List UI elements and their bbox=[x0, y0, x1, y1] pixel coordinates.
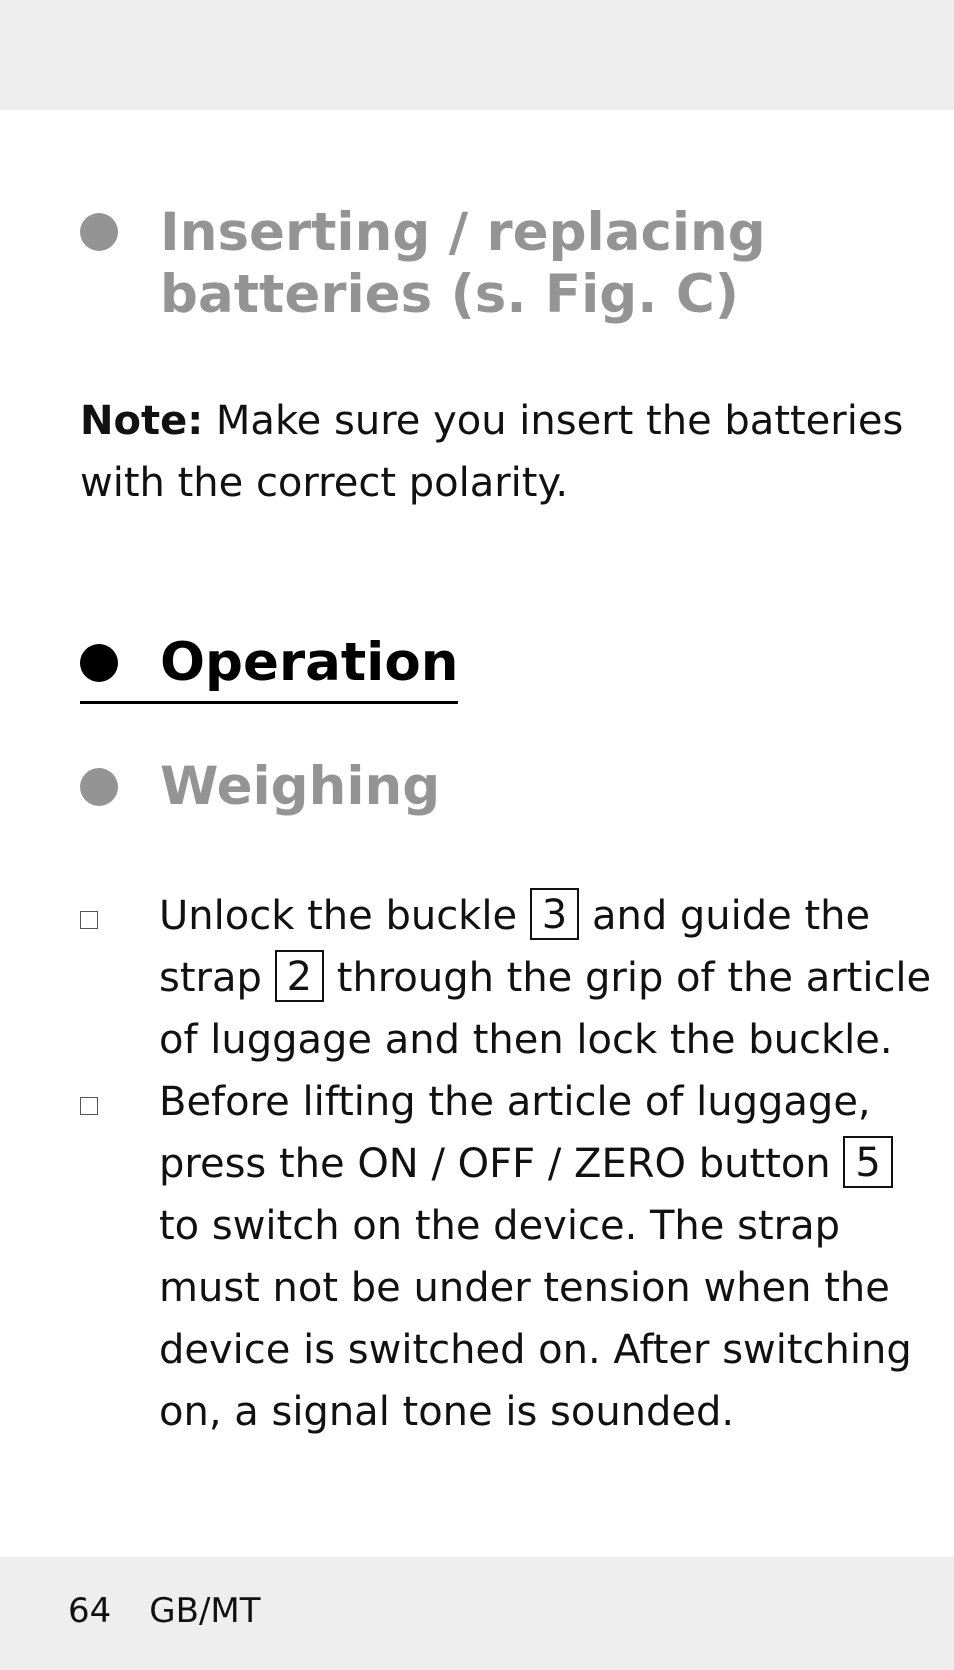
heading-text bbox=[160, 202, 766, 326]
reference-number-2: 2 bbox=[275, 950, 324, 1002]
step-line: must not be under tension when the bbox=[159, 1265, 890, 1311]
page-number: 64 bbox=[68, 1591, 112, 1631]
page-footer bbox=[68, 1590, 261, 1632]
step-text: Unlock the buckle bbox=[159, 893, 530, 939]
note-line-1 bbox=[80, 390, 904, 452]
checkbox-square-icon bbox=[80, 1097, 98, 1115]
step-text: strap bbox=[159, 955, 275, 1001]
step-line: to switch on the device. The strap bbox=[159, 1203, 840, 1249]
bullet-dot-icon bbox=[80, 644, 118, 682]
note-line-2: with the correct polarity. bbox=[80, 460, 569, 506]
language-code: GB/MT bbox=[149, 1591, 261, 1631]
bullet-dot-icon bbox=[80, 213, 118, 251]
heading-line-2: batteries (s. Fig. C) bbox=[160, 264, 739, 325]
bullet-dot-icon bbox=[80, 768, 118, 806]
step-line: on, a signal tone is sounded. bbox=[159, 1389, 735, 1435]
note-paragraph bbox=[80, 390, 904, 514]
reference-number-3: 3 bbox=[530, 888, 579, 940]
heading-line-1: Inserting / replacing bbox=[160, 202, 766, 263]
step-line bbox=[159, 885, 931, 947]
note-text-1: Make sure you insert the batteries bbox=[203, 398, 904, 444]
step-unlock-buckle bbox=[159, 885, 931, 1071]
step-line: device is switched on. After switching bbox=[159, 1327, 912, 1373]
step-text: and guide the bbox=[579, 893, 871, 939]
step-text: through the grip of the article bbox=[324, 955, 932, 1001]
heading-text: Weighing bbox=[160, 756, 441, 817]
step-line: of luggage and then lock the buckle. bbox=[159, 1017, 893, 1063]
step-line: Before lifting the article of luggage, bbox=[159, 1079, 871, 1125]
step-switch-on-device bbox=[159, 1071, 912, 1443]
reference-number-5: 5 bbox=[843, 1136, 892, 1188]
step-line bbox=[159, 947, 931, 1009]
step-line bbox=[159, 1133, 912, 1195]
heading-text: Operation bbox=[160, 632, 459, 693]
header-band bbox=[0, 0, 954, 110]
step-text: press the ON / OFF / ZERO button bbox=[159, 1141, 844, 1187]
note-label: Note: bbox=[80, 398, 204, 444]
checkbox-square-icon bbox=[80, 911, 98, 929]
heading-underline bbox=[80, 701, 458, 704]
